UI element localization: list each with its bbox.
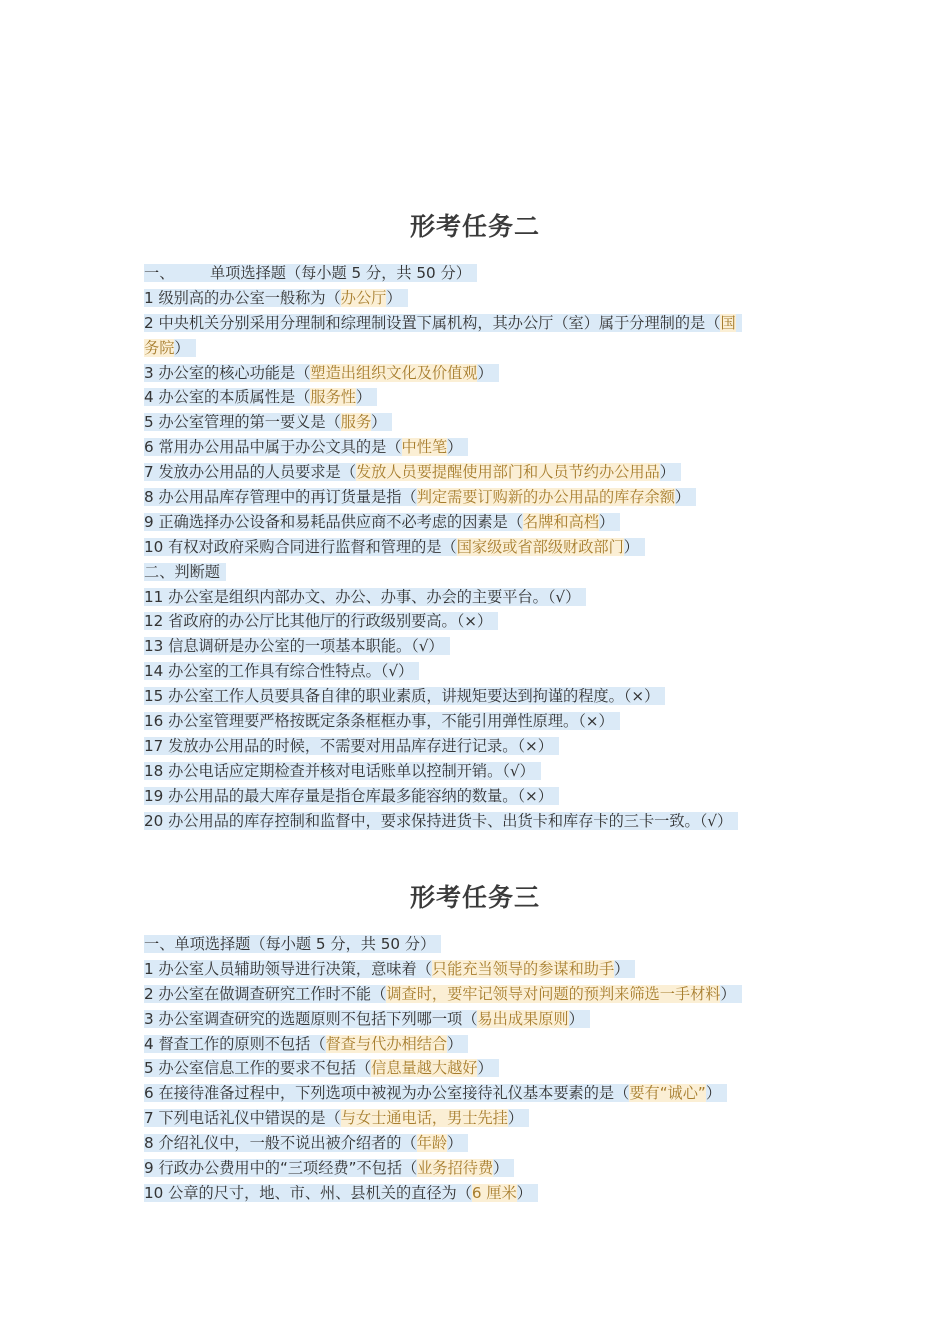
text-segment: 3 办公室调查研究的选题原则不包括下列哪一项（ [144, 1009, 478, 1028]
answer: 办公厅 [340, 288, 387, 307]
question-line [144, 535, 844, 560]
text-segment: ） [568, 1009, 584, 1028]
question-line [144, 385, 844, 410]
task2-section2-heading [144, 560, 844, 585]
judgement-line [144, 659, 844, 684]
text-segment: ） [598, 512, 615, 531]
judgement-line [144, 759, 844, 784]
answer: 易出成果原则 [477, 1009, 569, 1028]
answer: 国 [720, 313, 736, 332]
text-segment: 2 中央机关分别采用分理制和综理制设置下属机构，其办公厅（室）属于分理制的是（ [144, 313, 721, 332]
text-segment: 4 督查工作的原则不包括（ [144, 1034, 326, 1053]
answer: 督查与代办相结合 [325, 1034, 448, 1053]
text-segment: 7 发放办公用品的人员要求是（ [144, 463, 356, 482]
question-line [144, 1181, 844, 1206]
answer: 发放人员要提醒使用部门和人员节约办公用品 [355, 463, 660, 482]
text-segment: 4 办公室的本质属性是（ [144, 388, 311, 407]
question-line [144, 1007, 844, 1032]
question-line [144, 1106, 844, 1131]
answer: 服务 [340, 413, 372, 432]
answer: 要有“诚心” [629, 1084, 706, 1103]
text-segment: 1 级别高的办公室一般称为（ [144, 288, 341, 307]
answer: 调查时，要牢记领导对问题的预判来筛选一手材料 [386, 984, 721, 1003]
question-line [144, 1156, 844, 1181]
question-line [144, 957, 844, 982]
answer: 判定需要订购新的办公用品的库存余额 [416, 488, 675, 507]
question-line [144, 435, 844, 460]
answer: 6 厘米 [471, 1183, 517, 1202]
question-line [144, 286, 844, 311]
text-segment: ） [355, 388, 372, 407]
text-segment: ） [507, 1109, 523, 1128]
judgement-line [144, 784, 844, 809]
question-line [144, 982, 844, 1007]
text-segment: ） [705, 1084, 721, 1103]
question-line [144, 1056, 844, 1081]
text-segment: 5 办公室信息工作的要求不包括（ [144, 1059, 372, 1078]
text-segment: 17 发放办公用品的时候，不需要对用品库存进行记录。（×） [144, 737, 559, 755]
task2-section1-heading [144, 261, 844, 286]
text-segment: ） [623, 537, 639, 556]
text-segment: ） [720, 984, 736, 1003]
answer: 与女士通电话，男士先挂 [340, 1109, 508, 1128]
judgement-line [144, 709, 844, 734]
text-segment: 1 办公室人员辅助领导进行决策，意味着（ [144, 959, 432, 978]
text-segment: ） [447, 1034, 463, 1053]
text-segment: ） [516, 1183, 532, 1202]
text-segment: ） [614, 959, 630, 978]
text-segment: 单项选择题（每小题 5 分，共 50 分） [210, 264, 471, 282]
judgement-line [144, 684, 844, 709]
task2-body [144, 261, 844, 833]
judgement-line [144, 634, 844, 659]
text-segment: 20 办公用品的库存控制和监督中，要求保持进货卡、出货卡和库存卡的三卡一致。（√） [144, 812, 738, 830]
text-segment: 8 办公用品库存管理中的再订货量是指（ [144, 488, 417, 507]
text-segment: 一、单项选择题（每小题 5 分，共 50 分） [144, 935, 441, 953]
answer: 名牌和高档 [523, 512, 599, 531]
question-line [144, 485, 844, 510]
text-segment: ） [371, 413, 387, 432]
question-line [144, 1081, 844, 1106]
answer: 国家级或省部级财政部门 [456, 537, 624, 556]
answer: 服务性 [310, 388, 356, 407]
text-segment: 10 公章的尺寸，地、市、州、县机关的直径为（ [144, 1183, 472, 1202]
text-segment: ） [477, 1059, 493, 1078]
text-segment: 11 办公室是组织内部办文、办公、办事、办会的主要平台。（√） [144, 588, 586, 606]
answer: 信息量越大越好 [371, 1059, 478, 1078]
text-segment: ） [493, 1159, 509, 1178]
text-segment: 14 办公室的工作具有综合性特点。（√） [144, 662, 419, 680]
text-segment: ） [174, 338, 190, 357]
judgement-line [144, 609, 844, 634]
text-segment: ） [674, 488, 691, 507]
task3-body [144, 932, 844, 1206]
answer: 塑造出组织文化及价值观 [310, 363, 478, 382]
text-segment: 19 办公用品的最大库存量是指仓库最多能容纳的数量。（×） [144, 787, 559, 805]
question-line-continued [144, 336, 844, 361]
text-segment: 16 办公室管理要严格按既定条条框框办事，不能引用弹性原理。（×） [144, 712, 620, 730]
task2-title: 形考任务二 [409, 212, 540, 241]
text-segment: 9 正确选择办公设备和易耗品供应商不必考虑的因素是（ [144, 512, 523, 531]
text-segment: 5 办公室管理的第一要义是（ [144, 413, 341, 432]
question-line [144, 510, 844, 535]
question-line [144, 410, 844, 435]
text-segment: 9 行政办公费用中的“三项经费”不包括（ [144, 1159, 418, 1178]
question-line [144, 361, 844, 386]
text-segment: 18 办公电话应定期检查并核对电话账单以控制开销。（√） [144, 762, 541, 780]
judgement-line [144, 809, 844, 834]
heading-prefix: 一、 [144, 264, 175, 282]
text-segment: 二、判断题 [144, 563, 226, 581]
answer: 业务招待费 [417, 1159, 494, 1178]
text-segment: 7 下列电话礼仪中错误的是（ [144, 1109, 341, 1128]
text-segment: ） [447, 1134, 463, 1153]
text-segment: 8 介绍礼仪中，一般不说出被介绍者的（ [144, 1134, 417, 1153]
text-segment: ） [659, 463, 675, 482]
judgement-line [144, 734, 844, 759]
text-segment: 15 办公室工作人员要具备自律的职业素质，讲规矩要达到拘谨的程度。（×） [144, 687, 665, 705]
answer: 年龄 [416, 1134, 448, 1153]
text-segment: 2 办公室在做调查研究工作时不能（ [144, 984, 387, 1003]
question-line [144, 1032, 844, 1057]
answer: 中性笔 [401, 438, 448, 457]
text-segment: 6 在接待准备过程中，下列选项中被视为办公室接待礼仪基本要素的是（ [144, 1084, 630, 1103]
task3-section1-heading [144, 932, 844, 957]
text-segment: 3 办公室的核心功能是（ [144, 363, 311, 382]
question-line [144, 311, 844, 336]
question-line [144, 460, 844, 485]
text-segment: 12 省政府的办公厅比其他厅的行政级别要高。（×） [144, 612, 498, 630]
text-segment: 10 有权对政府采购合同进行监督和管理的是（ [144, 537, 457, 556]
answer: 只能充当领导的参谋和助手 [431, 959, 615, 978]
text-segment: 13 信息调研是办公室的一项基本职能。（√） [144, 637, 450, 655]
answer: 务院 [144, 338, 175, 357]
text-segment: ） [386, 288, 402, 307]
text-segment: ） [477, 363, 493, 382]
judgement-line [144, 585, 844, 610]
task3-title: 形考任务三 [409, 883, 540, 912]
text-segment: 6 常用办公用品中属于办公文具的是（ [144, 438, 402, 457]
question-line [144, 1131, 844, 1156]
text-segment: ） [447, 438, 463, 457]
